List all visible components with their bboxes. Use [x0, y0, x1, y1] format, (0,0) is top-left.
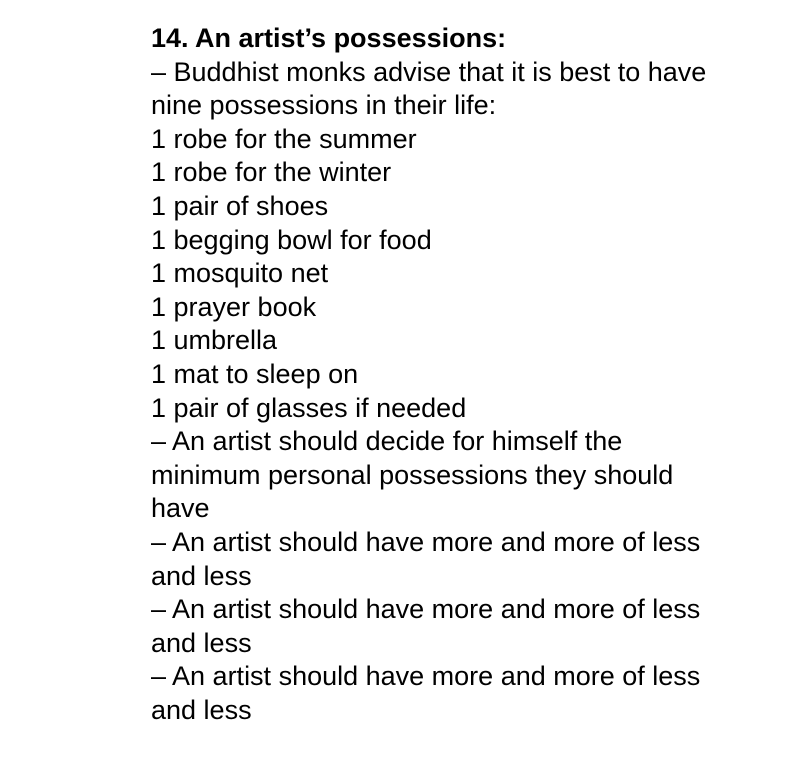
statement-less-1-line-2: and less: [151, 560, 252, 591]
statement-decide-line-2: minimum personal possessions they should: [151, 459, 674, 490]
possession-item-robe-winter: 1 robe for the winter: [151, 157, 392, 188]
possession-item-robe-summer: 1 robe for the summer: [151, 123, 417, 154]
possession-item-shoes: 1 pair of shoes: [151, 190, 329, 221]
possession-item-begging-bowl: 1 begging bowl for food: [151, 224, 432, 255]
statement-less-3-line-1: – An artist should have more and more of less: [151, 661, 701, 692]
statement-decide-line-3: have: [151, 493, 210, 524]
section-heading: 14. An artist’s possessions:: [151, 23, 507, 53]
possession-item-mosquito-net: 1 mosquito net: [151, 258, 329, 289]
statement-decide-line-1: – An artist should decide for himself the: [151, 426, 623, 457]
possession-item-umbrella: 1 umbrella: [151, 325, 278, 356]
intro-line-2: nine possessions in their life:: [151, 90, 497, 121]
possession-item-prayer-book: 1 prayer book: [151, 291, 317, 322]
statement-less-1-line-1: – An artist should have more and more of less: [151, 526, 701, 557]
statement-less-2-line-2: and less: [151, 627, 252, 658]
possession-item-mat: 1 mat to sleep on: [151, 358, 359, 389]
document-page: [151, 22, 791, 727]
intro-line-1: – Buddhist monks advise that it is best to have: [151, 56, 707, 87]
statement-less-3-line-2: and less: [151, 694, 252, 725]
statement-less-2-line-1: – An artist should have more and more of less: [151, 594, 701, 625]
possession-item-glasses: 1 pair of glasses if needed: [151, 392, 467, 423]
